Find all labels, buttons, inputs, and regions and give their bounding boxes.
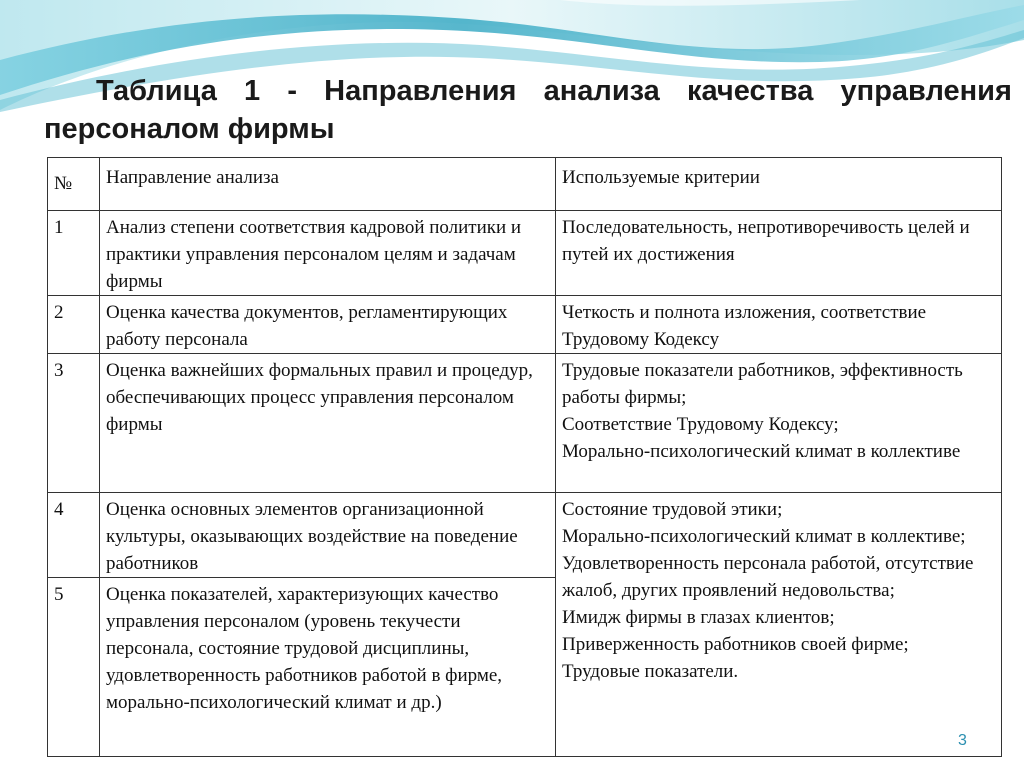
header-number: № [48,158,100,211]
row-direction: Анализ степени соответствия кадровой политики и практики управления персоналом целям и задачам фирмы [100,211,556,296]
row-criteria [556,354,1002,493]
title-word: - [287,75,297,107]
criteria-line: Приверженность работников своей фирме; [562,634,909,655]
header-criteria: Используемые критерии [556,158,1002,211]
title-word: качества [686,75,814,107]
header-direction: Направление анализа [100,158,556,211]
row-criteria-merged [556,493,1002,757]
table-row [48,296,1002,354]
title-word: анализа [543,75,660,107]
row-number: 3 [48,354,100,493]
row-number: 4 [48,493,100,578]
table-row [48,354,1002,493]
table-row [48,211,1002,296]
table-header-row [48,158,1002,211]
row-direction: Оценка качества документов, регламентирующих работу персонала [100,296,556,354]
criteria-line: Четкость и полнота изложения, соответствие Трудовому Кодексу [562,302,927,350]
table-row [48,493,1002,578]
title-word: управления [840,75,1012,107]
criteria-line: Состояние трудовой этики; [562,499,783,520]
row-number: 1 [48,211,100,296]
row-number: 5 [48,578,100,757]
title-word: 1 [244,75,261,107]
row-criteria [556,296,1002,354]
row-number: 2 [48,296,100,354]
criteria-line: Имидж фирмы в глазах клиентов; [562,607,835,628]
slide-page-number: 3 [958,732,967,749]
title-line-1 [44,72,1012,110]
analysis-table [47,157,1002,757]
slide-title [44,72,1012,148]
criteria-line: Соответствие Трудовому Кодексу; [562,414,839,435]
criteria-line: Трудовые показатели работников, эффективность работы фирмы; [562,360,963,408]
row-direction: Оценка показателей, характеризующих качество управления персоналом (уровень текучести персонала, состояние трудовой дисциплины, удовлетворенность работников работой в фирме, морально-психологический климат и др.) [100,578,556,757]
criteria-line: Морально-психологический климат в коллективе [562,441,961,462]
title-word: Таблица [96,75,217,107]
row-criteria [556,211,1002,296]
row-direction: Оценка важнейших формальных правил и процедур, обеспечивающих процесс управления персоналом фирмы [100,354,556,493]
criteria-line: Удовлетворенность персонала работой, отсутствие жалоб, других проявлений недовольства; [562,553,974,601]
title-word: Направления [324,75,517,107]
criteria-line: Последовательность, непротиворечивость целей и путей их достижения [562,217,970,265]
row-direction: Оценка основных элементов организационной культуры, оказывающих воздействие на поведение работников [100,493,556,578]
title-line-2: персоналом фирмы [44,113,335,145]
criteria-line: Морально-психологический климат в коллективе; [562,526,966,547]
criteria-line: Трудовые показатели. [562,661,739,682]
